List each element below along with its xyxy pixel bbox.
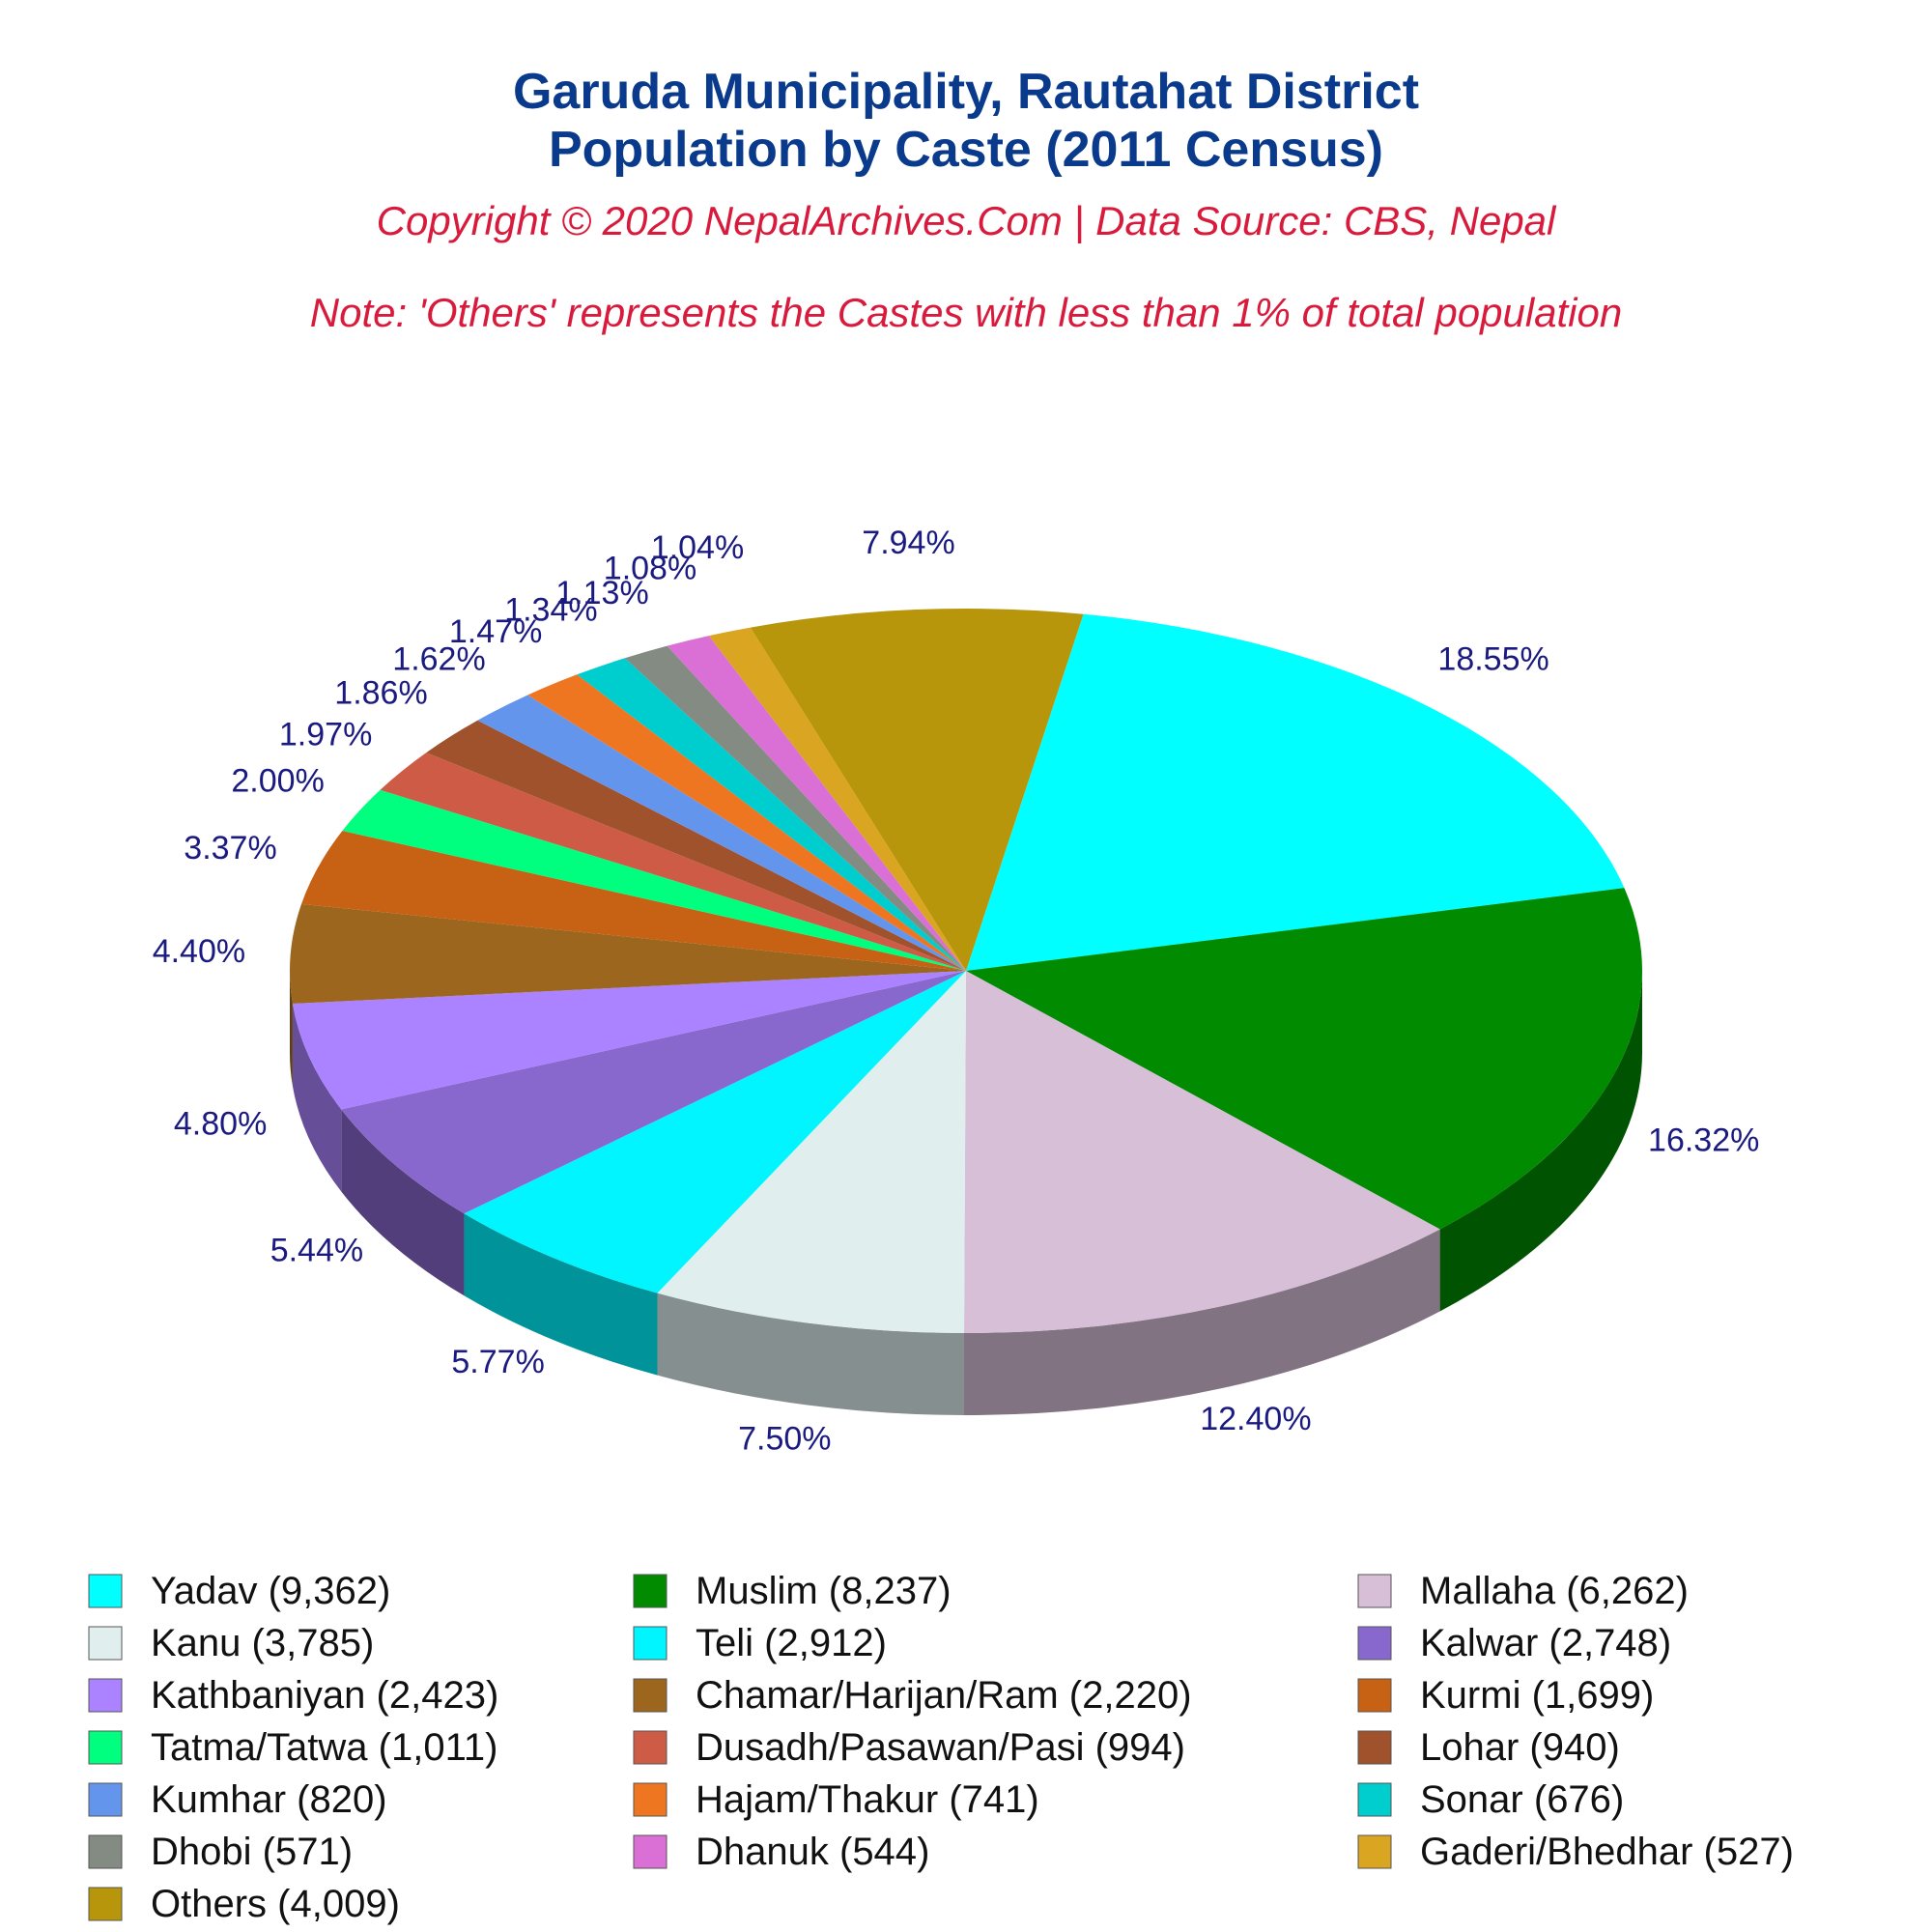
legend-name-yadav: Yadav xyxy=(151,1570,258,1612)
legend-swatch-hajam-thakur xyxy=(634,1783,667,1816)
legend-name-dhobi: Dhobi xyxy=(151,1831,252,1873)
pct-label-lohar: 1.86% xyxy=(334,674,428,712)
legend-label-muslim: Muslim (8,237) xyxy=(696,1570,952,1612)
legend-name-gaderi-bhedhar: Gaderi/Bhedhar xyxy=(1420,1831,1693,1873)
legend-swatch-muslim xyxy=(634,1575,667,1607)
legend-label-kumhar: Kumhar (820) xyxy=(151,1778,387,1821)
legend-value-kanu: 3,785 xyxy=(264,1622,361,1664)
legend-swatch-kurmi xyxy=(1358,1679,1391,1712)
pct-label-dusadh-pasawan-pasi: 1.97% xyxy=(278,716,373,753)
legend-label-kathbaniyan: Kathbaniyan (2,423) xyxy=(151,1674,499,1717)
legend-value-dhanuk: 544 xyxy=(852,1831,918,1873)
pct-label-kanu: 7.50% xyxy=(738,1420,832,1458)
pct-label-sonar: 1.34% xyxy=(504,591,598,629)
pct-label-kurmi: 3.37% xyxy=(184,830,277,867)
pct-label-teli: 5.77% xyxy=(451,1343,545,1380)
chart-title: Garuda Municipality, Rautahat District xyxy=(512,64,1420,120)
legend-swatch-others xyxy=(89,1888,122,1920)
pct-label-chamar-harijan-ram: 4.40% xyxy=(152,932,246,970)
legend-value-dusadh-pasawan-pasi: 994 xyxy=(1107,1726,1173,1769)
legend-name-sonar: Sonar xyxy=(1420,1778,1523,1821)
pct-label-mallaha: 12.40% xyxy=(1200,1401,1312,1438)
legend-label-teli: Teli (2,912) xyxy=(696,1622,887,1664)
chart-title-line2: Population by Caste (2011 Census) xyxy=(548,122,1384,178)
pct-label-kumhar: 1.62% xyxy=(392,640,486,678)
legend-value-kathbaniyan: 2,423 xyxy=(388,1674,486,1717)
legend-swatch-kanu xyxy=(89,1627,122,1660)
legend-swatch-sonar xyxy=(1358,1783,1391,1816)
legend-label-lohar: Lohar (940) xyxy=(1420,1726,1620,1769)
legend-label-chamar-harijan-ram: Chamar/Harijan/Ram (2,220) xyxy=(696,1674,1192,1717)
pct-label-muslim: 16.32% xyxy=(1648,1122,1760,1159)
legend-value-muslim: 8,237 xyxy=(841,1570,939,1612)
pct-label-others: 7.94% xyxy=(862,525,955,562)
legend-value-kumhar: 820 xyxy=(309,1778,375,1821)
legend-name-lohar: Lohar xyxy=(1420,1726,1520,1769)
legend xyxy=(89,1570,1794,1925)
legend-value-kurmi: 1,699 xyxy=(1544,1674,1641,1717)
legend-label-hajam-thakur: Hajam/Thakur (741) xyxy=(696,1778,1039,1821)
legend-label-dhobi: Dhobi (571) xyxy=(151,1831,354,1873)
legend-name-kumhar: Kumhar xyxy=(151,1778,287,1821)
pct-label-gaderi-bhedhar: 1.04% xyxy=(650,529,745,567)
pct-label-dhobi: 1.13% xyxy=(555,575,649,612)
legend-swatch-mallaha xyxy=(1358,1575,1391,1607)
pct-label-tatma-tatwa: 2.00% xyxy=(231,762,325,800)
copyright-text: Copyright © 2020 NepalArchives.Com | Data Source: CBS, Nepal xyxy=(376,198,1556,243)
legend-label-gaderi-bhedhar: Gaderi/Bhedhar (527) xyxy=(1420,1831,1794,1873)
legend-label-kalwar: Kalwar (2,748) xyxy=(1420,1622,1672,1664)
legend-name-dhanuk: Dhanuk xyxy=(696,1831,829,1873)
legend-swatch-dhanuk xyxy=(634,1835,667,1868)
legend-value-gaderi-bhedhar: 527 xyxy=(1716,1831,1781,1873)
legend-swatch-dhobi xyxy=(89,1835,122,1868)
legend-swatch-gaderi-bhedhar xyxy=(1358,1835,1391,1868)
legend-label-dusadh-pasawan-pasi: Dusadh/Pasawan/Pasi (994) xyxy=(696,1726,1185,1769)
legend-value-mallaha: 6,262 xyxy=(1578,1570,1676,1612)
legend-value-chamar-harijan-ram: 2,220 xyxy=(1082,1674,1179,1717)
legend-label-tatma-tatwa: Tatma/Tatwa (1,011) xyxy=(151,1726,498,1769)
legend-value-tatma-tatwa: 1,011 xyxy=(390,1726,486,1769)
pct-label-kathbaniyan: 4.80% xyxy=(173,1105,268,1143)
legend-value-yadav: 9,362 xyxy=(280,1570,378,1612)
legend-label-mallaha: Mallaha (6,262) xyxy=(1420,1570,1689,1612)
legend-label-kurmi: Kurmi (1,699) xyxy=(1420,1674,1655,1717)
legend-swatch-kathbaniyan xyxy=(89,1679,122,1712)
legend-swatch-chamar-harijan-ram xyxy=(634,1679,667,1712)
legend-label-others: Others (4,009) xyxy=(151,1883,400,1925)
legend-name-tatma-tatwa: Tatma/Tatwa xyxy=(151,1726,368,1769)
legend-name-teli: Teli xyxy=(696,1622,754,1664)
note-text: Note: 'Others' represents the Castes with less than 1% of total population xyxy=(309,290,1623,335)
legend-name-others: Others xyxy=(151,1883,268,1925)
legend-label-sonar: Sonar (676) xyxy=(1420,1778,1625,1821)
pct-label-hajam-thakur: 1.47% xyxy=(448,613,543,651)
legend-name-kalwar: Kalwar xyxy=(1420,1622,1539,1664)
legend-value-dhobi: 571 xyxy=(274,1831,340,1873)
legend-name-dusadh-pasawan-pasi: Dusadh/Pasawan/Pasi xyxy=(696,1726,1085,1769)
legend-name-hajam-thakur: Hajam/Thakur xyxy=(696,1778,939,1821)
legend-value-sonar: 676 xyxy=(1547,1778,1611,1821)
legend-label-kanu: Kanu (3,785) xyxy=(151,1622,375,1664)
legend-name-kanu: Kanu xyxy=(151,1622,242,1664)
legend-label-yadav: Yadav (9,362) xyxy=(151,1570,391,1612)
legend-value-kalwar: 2,748 xyxy=(1561,1622,1659,1664)
legend-swatch-tatma-tatwa xyxy=(89,1731,122,1764)
pie-top xyxy=(290,609,1642,1333)
legend-value-hajam-thakur: 741 xyxy=(961,1778,1027,1821)
legend-value-others: 4,009 xyxy=(290,1883,387,1925)
legend-value-teli: 2,912 xyxy=(777,1622,874,1664)
legend-swatch-yadav xyxy=(89,1575,122,1607)
pct-label-dhanuk: 1.08% xyxy=(603,550,697,587)
legend-swatch-dusadh-pasawan-pasi xyxy=(634,1731,667,1764)
legend-name-mallaha: Mallaha xyxy=(1420,1570,1556,1612)
legend-swatch-teli xyxy=(634,1627,667,1660)
legend-label-dhanuk: Dhanuk (544) xyxy=(696,1831,930,1873)
legend-name-muslim: Muslim xyxy=(696,1570,818,1612)
pct-label-kalwar: 5.44% xyxy=(270,1232,364,1269)
legend-name-kurmi: Kurmi xyxy=(1420,1674,1521,1717)
legend-swatch-kalwar xyxy=(1358,1627,1391,1660)
legend-swatch-lohar xyxy=(1358,1731,1391,1764)
legend-value-lohar: 940 xyxy=(1542,1726,1607,1769)
legend-name-kathbaniyan: Kathbaniyan xyxy=(151,1674,366,1717)
legend-name-chamar-harijan-ram: Chamar/Harijan/Ram xyxy=(696,1674,1059,1717)
legend-swatch-kumhar xyxy=(89,1783,122,1816)
pct-label-yadav: 18.55% xyxy=(1437,640,1549,678)
